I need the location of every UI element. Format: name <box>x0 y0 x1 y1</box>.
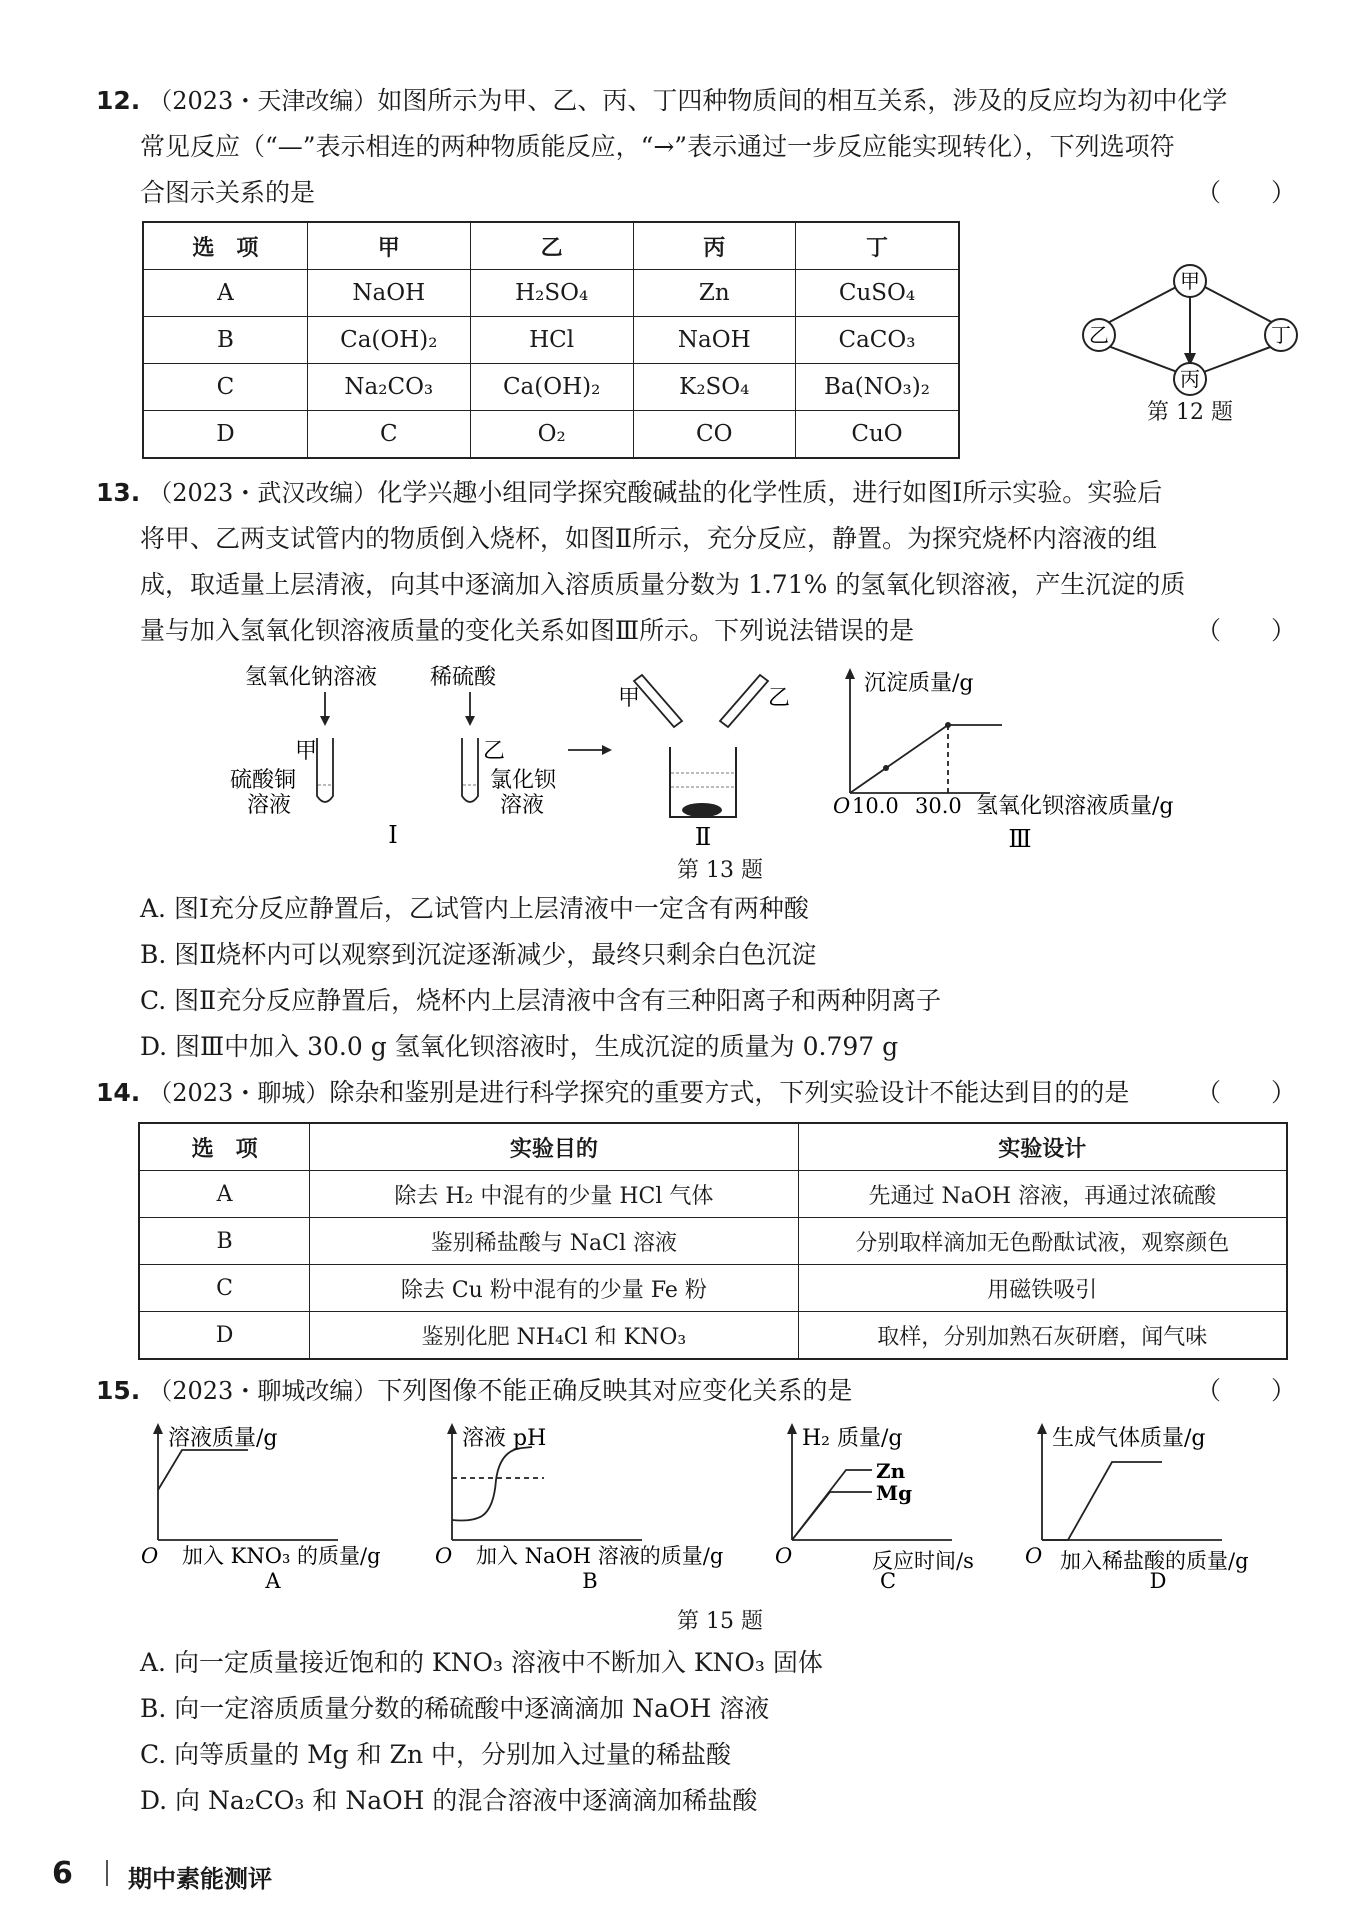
end-point <box>945 722 951 728</box>
question-text: 如图所示为甲、乙、丙、丁四种物质间的相互关系，涉及的反应均为初中化学 <box>377 86 1228 115</box>
node-jia: 甲 <box>1180 269 1200 293</box>
table-cell: D <box>143 411 307 459</box>
solution-label: 溶液 <box>247 793 292 818</box>
question-source: （2023・天津改编） <box>148 87 378 115</box>
table-cell: 除去 H₂ 中混有的少量 HCl 气体 <box>310 1171 798 1218</box>
origin-label: O <box>141 1544 159 1568</box>
figure-caption: 第 15 题 <box>677 1609 763 1634</box>
question-source: （2023・聊城改编） <box>148 1377 378 1405</box>
question-text: 下列图像不能正确反映其对应变化关系的是 <box>377 1376 853 1405</box>
question-number: 13. <box>96 478 141 507</box>
solution-mass-line <box>158 1450 248 1490</box>
question-text: 将甲、乙两支试管内的物质倒入烧杯，如图Ⅱ所示，充分反应，静置。为探究烧杯内溶液的组 <box>140 524 1157 553</box>
table-cell: HCl <box>470 317 633 364</box>
table-cell: A <box>139 1171 310 1218</box>
table-cell: Zn <box>633 270 795 317</box>
gas-mass-line <box>1042 1462 1162 1540</box>
axis-label-x: 加入稀盐酸的质量/g <box>1060 1549 1249 1573</box>
table-cell: Na₂CO₃ <box>307 364 470 411</box>
option-b[interactable]: B. 图Ⅱ烧杯内可以观察到沉淀逐渐减少，最终只剩余白色沉淀 <box>140 940 817 969</box>
table-cell: A <box>143 270 307 317</box>
table-cell: K₂SO₄ <box>633 364 795 411</box>
series-label-zn: Zn <box>876 1459 906 1483</box>
series-zn <box>792 1470 872 1540</box>
series-label-mg: Mg <box>876 1481 913 1505</box>
graph-letter: A <box>265 1569 281 1590</box>
table-cell: Ca(OH)₂ <box>307 317 470 364</box>
graph-letter: B <box>582 1569 598 1590</box>
tick-label: 30.0 <box>915 794 962 818</box>
question-12 <box>96 78 1296 216</box>
table-cell: 鉴别化肥 NH₄Cl 和 KNO₃ <box>310 1312 798 1360</box>
table-row <box>139 1171 1287 1218</box>
axis-label-y: 沉淀质量/g <box>864 671 974 696</box>
question-text: 常见反应（“—”表示相连的两种物质能反应，“→”表示通过一步反应能实现转化），下列选项符 <box>140 132 1175 161</box>
table-header: 乙 <box>470 222 633 270</box>
axis-label-x: 反应时间/s <box>872 1549 974 1573</box>
tilted-tube-b <box>720 675 768 727</box>
precipitate <box>682 803 722 817</box>
table-header-row <box>143 222 959 270</box>
edge-ding-bing <box>1201 343 1281 373</box>
q13-figure-1 <box>225 660 565 855</box>
table-header: 选 项 <box>143 222 307 270</box>
node-bing: 丙 <box>1180 367 1200 391</box>
node-ding: 丁 <box>1271 323 1291 347</box>
figure-caption: 第 13 题 <box>677 858 763 883</box>
table-header: 实验设计 <box>798 1123 1287 1171</box>
test-tube <box>317 738 478 802</box>
table-header: 丁 <box>795 222 959 270</box>
axis-label-x: 加入 NaOH 溶液的质量/g <box>476 1544 724 1568</box>
option-d[interactable]: D. 向 Na₂CO₃ 和 NaOH 的混合溶液中逐滴滴加稀盐酸 <box>140 1786 758 1815</box>
origin-label: O <box>1025 1544 1043 1568</box>
table-cell: Ba(NO₃)₂ <box>795 364 959 411</box>
table-cell: 先通过 NaOH 溶液，再通过浓硫酸 <box>798 1171 1287 1218</box>
table-header: 选 项 <box>139 1123 310 1171</box>
question-text: 除杂和鉴别是进行科学探究的重要方式，下列实验设计不能达到目的的是 <box>329 1078 1130 1107</box>
table-cell: CuO <box>795 411 959 459</box>
axis-label-y: H₂ 质量/g <box>802 1426 903 1451</box>
tube-label: 甲 <box>618 686 641 711</box>
table-cell: 取样，分别加熟石灰研磨，闻气味 <box>798 1312 1287 1360</box>
answer-blank[interactable]: （ ） <box>1195 1376 1296 1405</box>
q15-graph-b <box>432 1420 762 1590</box>
tube-label: 甲 <box>295 739 318 764</box>
table-header-row <box>139 1123 1287 1171</box>
axis-label-y: 溶液质量/g <box>168 1426 278 1451</box>
figure-label: Ⅲ <box>1008 825 1032 853</box>
answer-blank[interactable]: （ ） <box>1195 616 1296 645</box>
table-cell: C <box>143 364 307 411</box>
footer-title: 期中素能测评 <box>128 1865 272 1893</box>
question-source: （2023・聊城） <box>148 1079 330 1107</box>
ph-curve <box>452 1447 532 1521</box>
table-row <box>139 1265 1287 1312</box>
table-cell: 分别取样滴加无色酚酞试液，观察颜色 <box>798 1218 1287 1265</box>
q15-graph-c <box>772 1420 1012 1590</box>
page-number: 6 <box>52 1856 73 1891</box>
reagent-label: 氢氧化钠溶液 <box>245 665 378 690</box>
graph-letter: C <box>879 1569 897 1590</box>
table-cell: B <box>143 317 307 364</box>
solution-label: 氯化钡 <box>490 768 557 793</box>
table-cell: O₂ <box>470 411 633 459</box>
q14-options-table <box>138 1122 1288 1360</box>
solution-label: 溶液 <box>500 793 545 818</box>
axis-label-x: 加入 KNO₃ 的质量/g <box>182 1544 381 1568</box>
table-row <box>143 364 959 411</box>
q12-options-table <box>142 221 960 459</box>
tube-label: 乙 <box>483 739 506 764</box>
question-number: 12. <box>96 86 141 115</box>
question-15 <box>96 1368 1296 1414</box>
tube-label: 乙 <box>768 686 790 711</box>
turning-point <box>883 765 889 771</box>
axis-label-y: 生成气体质量/g <box>1052 1426 1206 1451</box>
precipitate-line <box>850 725 1002 793</box>
reagent-label: 稀硫酸 <box>430 665 497 690</box>
question-text: 化学兴趣小组同学探究酸碱盐的化学性质，进行如图Ⅰ所示实验。实验后 <box>377 478 1163 507</box>
tilted-tube-a <box>634 675 682 727</box>
option-a[interactable]: A. 向一定质量接近饱和的 KNO₃ 溶液中不断加入 KNO₃ 固体 <box>140 1648 823 1677</box>
footer-divider <box>106 1860 108 1886</box>
edge-jia-yi <box>1100 285 1180 327</box>
figure-label: Ⅰ <box>388 821 398 849</box>
origin-label: O <box>435 1544 453 1568</box>
table-cell: 用磁铁吸引 <box>798 1265 1287 1312</box>
series-mg <box>792 1492 872 1540</box>
q13-figure-3 <box>830 665 1230 855</box>
graph-letter: D <box>1149 1569 1167 1590</box>
question-number: 14. <box>96 1078 141 1107</box>
table-row <box>143 270 959 317</box>
table-row <box>143 317 959 364</box>
axis-label-x: 氢氧化钡溶液质量/g <box>976 794 1174 819</box>
origin-label: O <box>833 794 851 818</box>
table-cell: CaCO₃ <box>795 317 959 364</box>
question-text: 合图示关系的是 <box>140 178 316 207</box>
table-row <box>139 1312 1287 1360</box>
edge-jia-ding <box>1201 285 1281 327</box>
q12-relation-diagram <box>1070 255 1310 405</box>
figure-label: Ⅱ <box>694 823 712 851</box>
table-cell: Ca(OH)₂ <box>470 364 633 411</box>
table-header: 甲 <box>307 222 470 270</box>
table-cell: NaOH <box>307 270 470 317</box>
question-number: 15. <box>96 1376 141 1405</box>
transfer-arrow <box>566 740 616 760</box>
option-c[interactable]: C. 向等质量的 Mg 和 Zn 中，分别加入过量的稀盐酸 <box>140 1740 731 1769</box>
table-cell: H₂SO₄ <box>470 270 633 317</box>
option-b[interactable]: B. 向一定溶质质量分数的稀硫酸中逐滴滴加 NaOH 溶液 <box>140 1694 770 1723</box>
question-14 <box>96 1070 1296 1116</box>
option-a[interactable]: A. 图Ⅰ充分反应静置后，乙试管内上层清液中一定含有两种酸 <box>140 894 809 923</box>
table-cell: C <box>139 1265 310 1312</box>
q15-graph-a <box>138 1420 418 1590</box>
table-cell: B <box>139 1218 310 1265</box>
table-row <box>143 411 959 459</box>
q13-figure-2 <box>610 655 790 855</box>
table-cell: CuSO₄ <box>795 270 959 317</box>
question-13 <box>96 470 1296 654</box>
option-d[interactable]: D. 图Ⅲ中加入 30.0 g 氢氧化钡溶液时，生成沉淀的质量为 0.797 g <box>140 1032 899 1061</box>
node-yi: 乙 <box>1089 323 1109 347</box>
table-header: 实验目的 <box>310 1123 798 1171</box>
answer-blank[interactable]: （ ） <box>1195 178 1296 207</box>
question-source: （2023・武汉改编） <box>148 479 378 507</box>
q15-graph-d <box>1022 1420 1312 1590</box>
table-cell: NaOH <box>633 317 795 364</box>
question-text: 量与加入氢氧化钡溶液质量的变化关系如图Ⅲ所示。下列说法错误的是 <box>140 616 915 645</box>
axis-label-y: 溶液 pH <box>462 1426 547 1451</box>
edge-yi-bing <box>1100 343 1180 373</box>
origin-label: O <box>775 1544 793 1568</box>
table-cell: 除去 Cu 粉中混有的少量 Fe 粉 <box>310 1265 798 1312</box>
solution-label: 硫酸铜 <box>230 768 297 793</box>
table-cell: 鉴别稀盐酸与 NaCl 溶液 <box>310 1218 798 1265</box>
question-text: 成，取适量上层清液，向其中逐滴加入溶质质量分数为 1.71% 的氢氧化钡溶液，产生沉淀的质 <box>140 570 1186 599</box>
option-c[interactable]: C. 图Ⅱ充分反应静置后，烧杯内上层清液中含有三种阳离子和两种阴离子 <box>140 986 942 1015</box>
table-header: 丙 <box>633 222 795 270</box>
figure-caption: 第 12 题 <box>1147 400 1233 425</box>
table-row <box>139 1218 1287 1265</box>
answer-blank[interactable]: （ ） <box>1195 1078 1296 1107</box>
table-cell: CO <box>633 411 795 459</box>
tick-label: 10.0 <box>852 794 899 818</box>
table-cell: C <box>307 411 470 459</box>
table-cell: D <box>139 1312 310 1360</box>
